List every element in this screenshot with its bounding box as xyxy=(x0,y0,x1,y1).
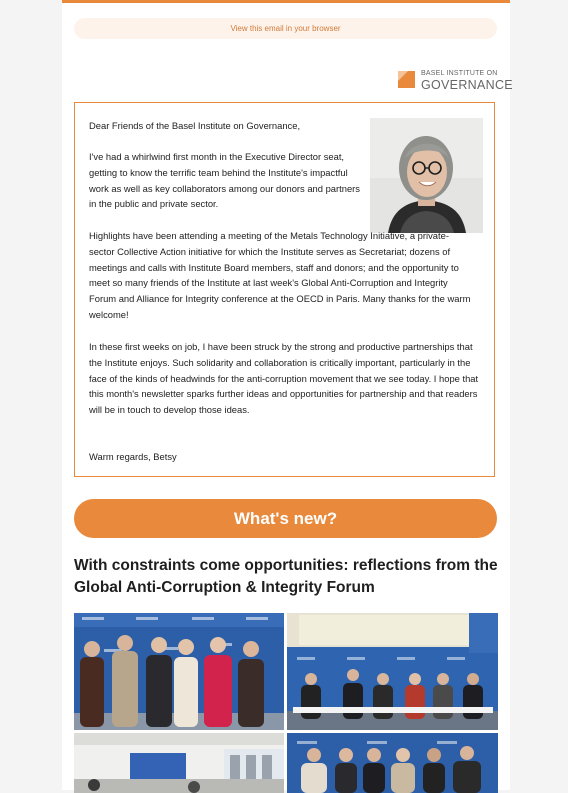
basel-institute-logo[interactable] xyxy=(398,70,513,92)
letter-paragraph-1: I've had a whirlwind first month in the Executive Director seat, getting to know the terrific team behind the Institute's impactful work as well as key collaborators among our donors and partners in the public and private sector. xyxy=(89,151,360,210)
email-container xyxy=(62,0,513,790)
view-in-browser-link[interactable]: View this email in your browser xyxy=(74,18,497,39)
director-letter xyxy=(74,102,495,477)
director-portrait xyxy=(370,118,483,233)
logo-text-line2: GOVERNANCE xyxy=(421,78,513,92)
letter-signoff: Warm regards, Betsy xyxy=(89,451,177,462)
article-title-link[interactable]: With constraints come opportunities: reflections from the Global Anti-Corruption & Integrity Forum xyxy=(74,557,498,596)
letter-greeting: Dear Friends of the Basel Institute on Governance, xyxy=(89,120,301,131)
letter-paragraph-2: Highlights have been attending a meeting of the Metals Technology Initiative, a private-sector Collective Action initiative for which the Institute serves as Secretariat; dozens of meetings and calls with Institute Board members, staff and donors; and the opportunity to meet so many friends of the Institute at last week's Global Anti-Corruption and Integrity Forum and Alliance for Integrity conference at the OECD in Paris. Many thanks for the warm welcome! xyxy=(89,230,471,320)
forum-photo-room[interactable] xyxy=(74,733,284,793)
forum-photo-panel[interactable] xyxy=(287,613,498,730)
whats-new-banner[interactable]: What's new? xyxy=(74,499,497,538)
logo-text-line1: BASEL INSTITUTE ON xyxy=(421,70,498,77)
letter-paragraph-3: In these first weeks on job, I have been struck by the strong and productive partnerships that the Institute enjoys. Such solidarity and collaboration is critically important, particularly in the face of the kinds of headwinds for the anti-corruption movement that we see today. I hope that this month's newsletter sparks further ideas and opportunities for partnership and that readers will be in touch to develop those ideas. xyxy=(89,341,479,416)
logo-mark-icon xyxy=(398,71,415,88)
forum-photo-group-2[interactable] xyxy=(287,733,498,793)
forum-photo-group[interactable] xyxy=(74,613,284,730)
